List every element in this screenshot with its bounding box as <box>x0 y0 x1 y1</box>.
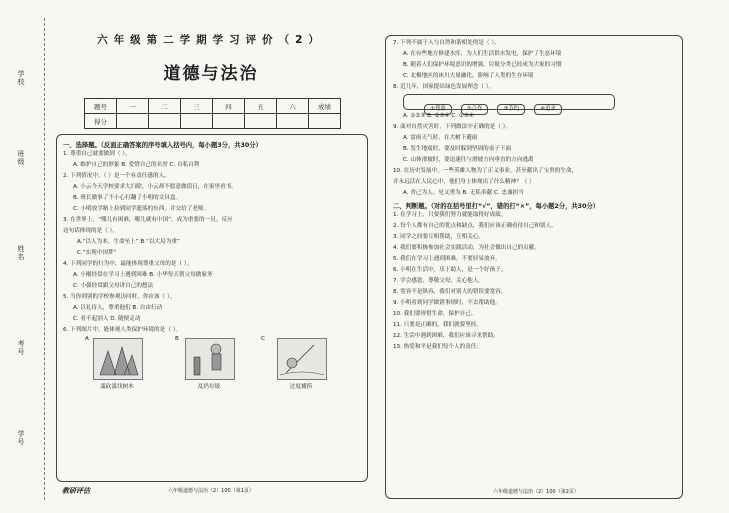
option-line: B. 发生地震时，要及时躲到坚固的桌子下面 <box>403 146 512 152</box>
option-line: A. 维护自己的形象 B. 爱惜自己的名誉 C. 自私自利 <box>73 162 200 168</box>
picture-letter: C <box>261 336 265 342</box>
option-line: C. 看不起别人 D. 随便走动 <box>73 316 141 322</box>
left-page <box>56 26 366 498</box>
judge-item <box>393 243 685 254</box>
judge-item <box>393 287 685 298</box>
judge-text: 4. 我们要积极参加社会实践活动，为社会做出自己的贡献。 <box>393 245 540 251</box>
score-header-row <box>85 99 341 114</box>
subject-title: 道德与法治 <box>163 64 259 84</box>
option-line: B. 班长做事了不小心打翻了小明的文具盒。 <box>73 195 182 201</box>
side-label-student-no: 学号 <box>17 430 25 446</box>
footer-brand: 教研评估 <box>62 487 90 495</box>
option-line: A. 小刚经常在学习上遇到困难 B. 小华每天帮父母做家务 <box>73 272 213 278</box>
judge-item <box>393 342 685 353</box>
score-cell: 题号 <box>85 99 117 114</box>
option-line: C. 小明放学路上捡到同学遗落的东西，并交给了老师。 <box>73 206 210 212</box>
score-input-cell[interactable] <box>181 114 213 129</box>
option-line: C.“实现中国梦” <box>77 250 117 256</box>
side-label-class: 班级 <box>17 150 25 166</box>
picture-letter: B <box>175 336 179 342</box>
option-line: A.“以人为本，生命至上” B.“以大局为重” <box>77 239 180 245</box>
picture-b-image <box>185 338 235 380</box>
question-line: 2. 下列情况中，（ ）是一个有责任感的人。 <box>63 173 170 179</box>
footer-page-label: 六年级道德与法治（2）100（第2页） <box>493 489 579 495</box>
judge-item <box>393 265 685 276</box>
judge-item <box>393 254 685 265</box>
question-line: 1. 尊重自己就要做到（ ）。 <box>63 151 131 157</box>
option-line: C. 山体滑坡时，要迅速往与滑坡方向垂直的方向逃离 <box>403 157 534 163</box>
option-line: C. 小强经常跟父母讲自己的想法 <box>73 283 154 289</box>
judge-item <box>393 298 685 309</box>
judge-item <box>393 331 685 342</box>
option-line: A. 雷雨天气时，在大树下避雨 <box>403 135 478 141</box>
burning-forest-icon <box>94 339 142 379</box>
score-value-row <box>85 114 341 129</box>
footer-page-label: 六年级道德与法治（2）100（第1页） <box>168 488 254 494</box>
picture-caption: 乱扔垃圾 <box>197 384 221 390</box>
judge-item <box>393 276 685 287</box>
section-heading: 二、判断题。（对的在括号里打“√”，错的打“×”，每小题2分，共30分） <box>393 203 600 210</box>
picture-a-image <box>93 338 143 380</box>
side-label-exam-no: 考号 <box>17 340 25 356</box>
picture-c-image <box>277 338 327 380</box>
judge-text: 10. 我们要珍惜生命，保护自己。 <box>393 311 477 317</box>
option-line: A. 小云今天学校要求大扫除，小云却不愿意做值日，在家里看书。 <box>73 184 237 190</box>
right-page <box>385 26 693 498</box>
question-line: 10. 在历史发展中，一些英雄人物为了正义事业，甚至献出了宝贵的生命， <box>393 168 578 174</box>
option-line: A. 舍己为人、见义勇为 B. 无私奉献 C. 忠诚担当 <box>403 190 524 196</box>
question-line: 5. 当你到别的学校参观访问时，你应该（ ）。 <box>63 294 176 300</box>
side-label-name: 姓名 <box>17 245 25 261</box>
chip: ③节约 <box>497 104 525 115</box>
question-line: 3. 在世界上，“哪儿有困难，哪儿就有中国”，成为重要的一员。反应 <box>63 217 233 223</box>
picture-caption: 滥砍滥伐树木 <box>100 384 134 390</box>
fishing-icon <box>278 339 326 379</box>
option-line: C. 北极地区的冰川大量融化，影响了人类的生存环境 <box>403 73 534 79</box>
chip: ①尊重 <box>424 104 452 115</box>
question-line: 并永远活在人民心中，他们身上体现出了什么精神？（ ） <box>393 179 535 185</box>
judge-text: 1. 在学习上，只要我们努力就能取得好成绩。 <box>393 212 507 218</box>
judge-text: 3. 同学之间要互相帮助，互相关心。 <box>393 234 485 240</box>
score-table <box>84 98 341 129</box>
score-input-cell[interactable] <box>213 114 245 129</box>
judge-text: 11. 只要是正确的，我们就要坚持。 <box>393 322 482 328</box>
option-line: A. 在有些地方修建水库，为人们生活供水发电，保护了生态环境 <box>403 51 562 57</box>
judge-text: 7. 学会感恩，尊敬父母，关心他人。 <box>393 278 485 284</box>
cut-line <box>44 18 45 500</box>
judge-item <box>393 320 685 331</box>
score-cell: 三 <box>181 99 213 114</box>
judge-item <box>393 210 685 221</box>
judge-item <box>393 221 685 232</box>
score-cell: 五 <box>245 99 277 114</box>
section-heading: 一、选择题。（反面正确答案的序号填入括号内，每小题3分，共30分） <box>63 142 262 149</box>
person-litter-icon <box>186 339 234 379</box>
exam-title: 六年级第二学期学习评价（2） <box>97 34 325 46</box>
judge-item <box>393 309 685 320</box>
question-line: 9. 面对自然灾害时，下列做法中正确的是（ ）。 <box>393 124 511 130</box>
score-input-cell[interactable] <box>277 114 309 129</box>
score-cell: 得分 <box>85 114 117 129</box>
question-line: 7. 下列不属于人与自然和谐相处的是（ ）。 <box>393 40 500 46</box>
score-input-cell[interactable] <box>117 114 149 129</box>
judge-text: 6. 小明在生活中，乐于助人，是一个好孩子。 <box>393 267 507 273</box>
choice-chips <box>403 94 615 110</box>
judge-text: 8. 宽容不是纵容，我们对别人的错误要宽容。 <box>393 289 507 295</box>
question-line: 这句话体现的是（ ）。 <box>63 228 118 234</box>
judge-text: 2. 每个人都有自己的优点和缺点，我们应该正确看待自己和别人。 <box>393 223 557 229</box>
question-line: 6. 下列图片中，能体现人类保护环境的是（ ）。 <box>63 327 181 333</box>
score-cell: 二 <box>149 99 181 114</box>
judge-text: 12. 生活中遇到困难，我们应该寻求帮助。 <box>393 333 499 339</box>
score-input-cell[interactable] <box>149 114 181 129</box>
picture-letter: A <box>85 336 89 342</box>
score-cell: 四 <box>213 99 245 114</box>
score-input-cell[interactable] <box>245 114 277 129</box>
question-line: 8. 近几年，国家提出绿色发展理念（ ）。 <box>393 84 495 90</box>
score-cell: 六 <box>277 99 309 114</box>
judge-item <box>393 232 685 243</box>
picture-options <box>63 336 361 398</box>
judge-text: 5. 我们在学习上遇到困难，不要轻易放弃。 <box>393 256 501 262</box>
score-cell: 成绩 <box>309 99 341 114</box>
picture-caption: 过度捕捞 <box>289 384 313 390</box>
score-cell: 一 <box>117 99 149 114</box>
judge-text: 13. 热爱和平是我们每个人的责任。 <box>393 344 482 350</box>
binding-margin <box>6 20 46 500</box>
option-line: A. 以礼待人，尊重他们 B. 自由行动 <box>73 305 163 311</box>
chip: ②合作 <box>461 104 489 115</box>
option-line: A. ①②③ B. ②③④ C. ①③④ <box>403 113 474 119</box>
judge-text: 9. 小明看到同学做错事情时，不去帮助他。 <box>393 300 501 306</box>
question-line: 4. 下列同学的行为中，最能体现尊重父母的是（ ）。 <box>63 261 193 267</box>
option-line: B. 随着人们保护环境意识的增强，垃圾分类已经成为大家的习惯 <box>403 62 562 68</box>
score-input-cell[interactable] <box>309 114 341 129</box>
side-label-school: 学校 <box>17 70 25 86</box>
choice-section-box <box>56 134 368 482</box>
chip: ④追求 <box>534 104 562 115</box>
